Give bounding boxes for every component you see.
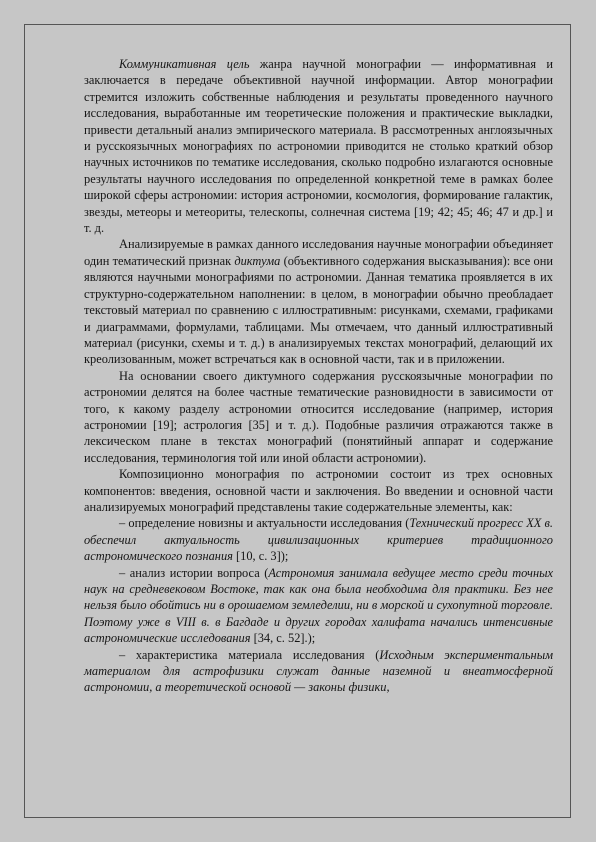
- italic-run: Технический прогресс XX в. обеспечил актуальность цивилизационных критериев традиционного астрономического познания: [84, 516, 553, 564]
- list-item: [84, 515, 553, 564]
- list-item: [84, 647, 553, 696]
- italic-run: Астрономия занимала ведущее место среди точных наук на средневековом Востоке, так как она была необходима для практики. Без нее нельзя было обойтись ни в орошаемом земледелии, ни в морской и сухопутной торговле. Поэтому уже в VIII в. в Багдаде и других городах халифата начались интенсивные астрономические исследования: [84, 565, 554, 646]
- italic-run: Коммуникативная цель: [119, 57, 250, 71]
- text-run: (объективного содержания высказывания): все они являются научными монографиями по астрономии. Данная тематика проявляется в их структурно-содержательном наполнении: в целом, в монографии обычно преобладает текстовый материал по сравнению с иллюстративным: рисунками, схемами, графиками и диаграммами, формулами, таблицами. Мы отмечаем, что данный иллюстративный материал (рисунки, схемы и т. д.) в анализируемых текстах монографий, делающий их креолизованным, может встречаться как в основной части, так и в приложении.: [84, 253, 553, 367]
- text-run: – характеристика материала исследования (: [119, 647, 380, 662]
- paragraph: [84, 466, 553, 515]
- paragraph: [84, 236, 553, 367]
- italic-run: диктума: [234, 253, 281, 268]
- list-item: [84, 565, 553, 647]
- text-run: Анализируемые в рамках данного исследования научные монографии объединяет один тематический признак: [84, 237, 553, 268]
- text-run: жанра научной монографии — информативная и заключается в передаче объективной научной информации. Автор монографии стремится изложить собственные наблюдения и результаты проведенного научного исследования, выработанные им теоретические положения и практические выкладки, привести детальный анализ эмпирического материала. В рассмотренных англоязычных и русскоязычных монографиях по астрономии приводится не столько краткий обзор научных источников по тематике исследования, сколько подробно излагаются основные результаты научного исследования по определенной конкретной теме в рамках более широкой сферы астрономии: история астрономии, космология, формирование галактик, звезды, метеоры и метеориты, телескопы, солнечная система [19; 42; 45; 46; 47 и др.] и т. д.: [84, 57, 554, 236]
- text-run: На основании своего диктумного содержания русскоязычные монографии по астрономии делятся на более частные тематические разновидности в зависимости от того, к какому разделу астрономии относится исследование (например, история астрономии [19]; астрология [35] и т. д.). Подобные различия отражаются также в лексическом плане в текстах монографий (понятийный аппарат и содержание исследования, терминология той или иной области астрономии).: [84, 368, 553, 465]
- text-run: – анализ истории вопроса (: [119, 565, 269, 580]
- body-text: [84, 56, 553, 696]
- italic-run: Исходным экспериментальным материалом для астрофизики служат данные наземной и внеатмосферной астрономии, а теоретической основой — законы физики,: [84, 647, 553, 695]
- text-run: [10, с. 3]);: [232, 549, 289, 564]
- paragraph: [84, 56, 553, 236]
- text-run: Композиционно монография по астрономии состоит из трех основных компонентов: введения, основной части и заключения. Во введении и основной части анализируемых монографий представлены такие содержательные элементы, как:: [84, 467, 553, 514]
- paragraph: [84, 368, 553, 466]
- text-run: [34, с. 52].);: [250, 631, 316, 646]
- text-run: – определение новизны и актуальности исследования (: [119, 516, 410, 531]
